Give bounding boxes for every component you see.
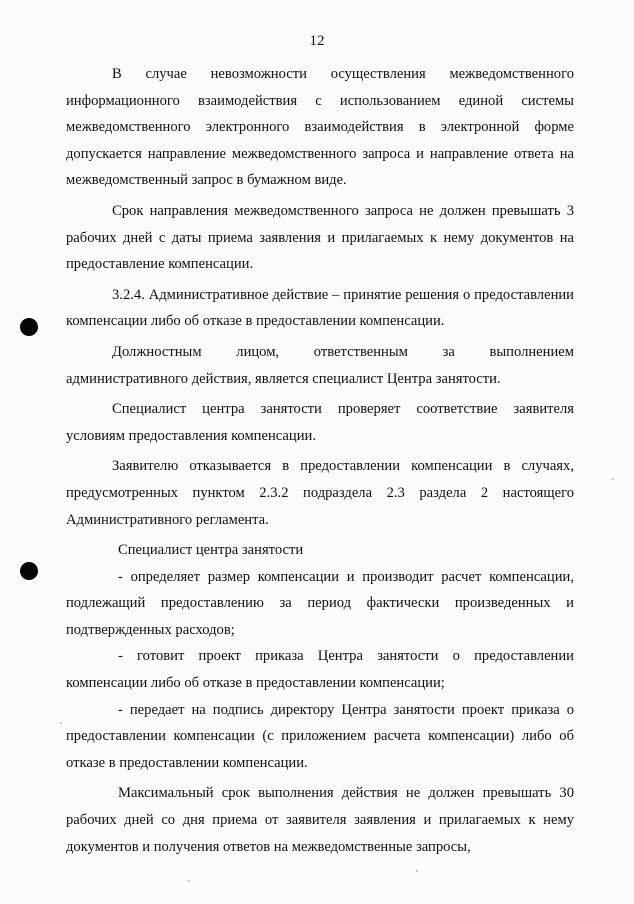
paragraph-max-duration: Максимальный срок выполнения действия не должен превышать 30 рабочих дней со дня приема от заявителя заявления и прилагаемых к нему документов и получения ответов на межведомственные запросы, — [66, 785, 574, 855]
list-item-prepare-order: - готовит проект приказа Центра занятости о предоставлении компенсации либо об отказе в предоставлении компенсации; — [66, 648, 574, 692]
punch-hole-top — [20, 318, 38, 336]
document-body — [66, 61, 574, 864]
paragraph-request-deadline: Срок направления межведомственного запроса не должен превышать 3 рабочих дней с даты приема заявления и прилагаемых к нему документов на предоставление компенсации. — [66, 202, 574, 273]
scan-speck — [188, 880, 190, 882]
page-number: 12 — [309, 33, 325, 49]
paragraph-specialist-intro: Специалист центра занятости — [118, 542, 304, 559]
list-item-calculate: - определяет размер компенсации и производит расчет компенсации, подлежащий предоставлению за период фактически произведенных и подтвержденных расходов; — [66, 568, 574, 638]
scan-speck — [612, 478, 614, 480]
punch-hole-bottom — [20, 562, 38, 580]
paragraph-specialist-checks: Специалист центра занятости проверяет соответствие заявителя условиям предоставления компенсации. — [66, 401, 574, 444]
scan-speck — [60, 722, 62, 724]
list-item-submit-signature: - передает на подпись директору Центра занятости проект приказа о предоставлении компенсации (с приложением расчета компенсации) либо об отказе в предоставлении компенсации. — [66, 701, 574, 771]
paragraph-responsible-official: Должностным лицом, ответственным за выполнением административного действия, является специалист Центра занятости. — [66, 343, 574, 387]
paragraph-refusal-cases: Заявителю отказывается в предоставлении компенсации в случаях, предусмотренных пунктом 2.3.2 подраздела 2.3 раздела 2 настоящего Административного регламента. — [66, 458, 574, 528]
scan-speck — [416, 870, 418, 872]
paragraph-paper-request: В случае невозможности осуществления межведомственного информационного взаимодействия с использованием единой системы межведомственного электронного взаимодействия в электронной форме допускается направление межведомственного запроса и направление ответа на межведомственный запрос в бумажном виде. — [66, 66, 574, 189]
paragraph-section-3-2-4: 3.2.4. Административное действие – принятие решения о предоставлении компенсации либо об отказе в предоставлении компенсации. — [66, 286, 574, 330]
